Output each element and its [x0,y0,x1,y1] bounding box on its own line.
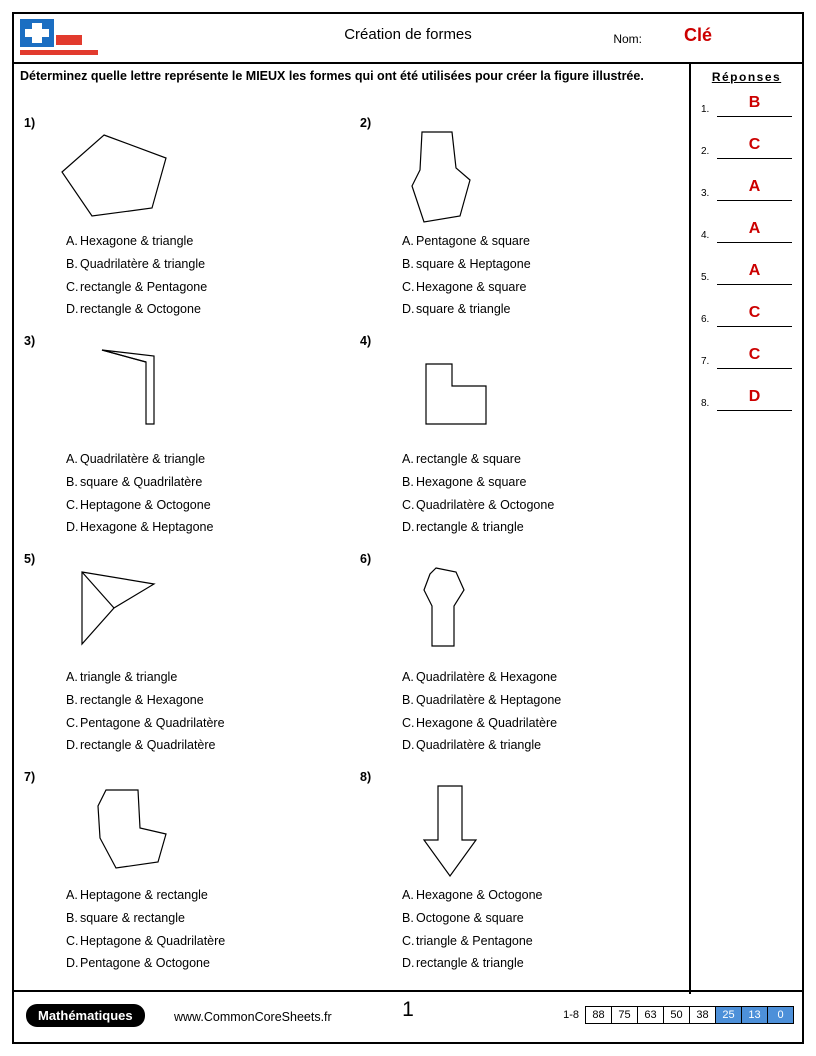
choice-letter: C. [402,279,415,294]
choice-text: square & Heptagone [416,256,531,271]
answer-number: 4. [701,230,710,241]
page-title: Création de formes [344,26,472,43]
choice-letter: A. [66,670,78,684]
page-footer [14,990,802,1042]
choice-letter: B. [402,256,414,271]
choice-text: Quadrilatère & triangle [80,256,206,271]
choice-text: Heptagone & Octogone [80,497,211,512]
scale-range-label: 1-8 [563,1009,579,1021]
question-number: 4) [360,334,372,348]
answer-line [717,116,792,117]
question-5 [24,552,354,757]
answer-row [701,126,792,168]
choice-letter: C. [402,933,415,948]
choice-c[interactable] [66,276,354,299]
scale-cell: 75 [611,1006,637,1024]
choice-letter: B. [66,692,78,707]
answer-value: C [748,136,761,153]
answer-value: A [748,178,761,195]
choice-text: Heptagone & Quadrilatère [80,933,226,948]
choice-text: rectangle & square [416,452,521,466]
choice-letter: B. [402,692,414,707]
question-number: 7) [24,770,36,784]
answer-line [717,200,792,201]
choice-letter: A. [66,452,78,466]
question-6 [360,552,690,757]
choice-d[interactable] [402,298,690,321]
scale-cell: 25 [715,1006,741,1024]
choice-letter: C. [402,715,415,730]
choices-7 [66,884,354,975]
choice-text: Pentagone & Quadrilatère [80,715,225,730]
choice-text: Hexagone & square [416,279,527,294]
questions-area [14,112,690,992]
answer-row [701,84,792,126]
shape-figure-4 [390,348,690,448]
answer-value: A [748,220,761,237]
question-number: 6) [360,552,372,566]
choice-d[interactable] [66,516,354,539]
choice-b[interactable] [402,471,690,494]
choice-text: Pentagone & square [416,234,530,248]
choice-letter: D. [66,520,79,535]
question-number: 2) [360,116,372,130]
shape-figure-1 [54,130,354,230]
choice-letter: B. [402,474,414,489]
choice-letter: D. [402,956,415,971]
scale-cell: 13 [741,1006,767,1024]
question-number: 5) [24,552,36,566]
choice-letter: B. [66,256,78,271]
name-label: Nom: [613,32,642,46]
choice-b[interactable] [66,471,354,494]
answer-number: 6. [701,314,710,325]
shape-figure-7 [54,784,354,884]
choice-letter: C. [66,279,79,294]
choice-text: square & Quadrilatère [80,474,203,489]
site-url: www.CommonCoreSheets.fr [174,1010,332,1024]
choice-letter: B. [66,910,78,925]
answer-number: 3. [701,188,710,199]
choice-a[interactable] [402,884,690,907]
answer-row [701,252,792,294]
choice-a[interactable] [402,666,690,689]
answer-value: B [748,94,761,111]
choice-a[interactable] [66,448,354,471]
choice-text: Quadrilatère & Hexagone [416,670,558,684]
choices-2 [402,230,690,321]
choice-letter: C. [402,497,415,512]
question-1 [24,116,354,321]
question-8 [360,770,690,975]
choice-b[interactable] [402,689,690,712]
choice-text: square & rectangle [80,910,185,925]
choice-c[interactable] [66,712,354,735]
choice-c[interactable] [402,276,690,299]
choice-text: rectangle & triangle [416,520,524,535]
choice-c[interactable] [402,712,690,735]
question-number: 8) [360,770,372,784]
shape-figure-8 [390,784,690,884]
question-7 [24,770,354,975]
choice-b[interactable] [66,253,354,276]
answer-line [717,410,792,411]
answer-value: C [748,346,761,363]
answers-panel [689,64,802,994]
choice-c[interactable] [402,494,690,517]
choice-letter: A. [402,670,414,684]
choice-letter: D. [402,738,415,753]
choice-letter: B. [402,910,414,925]
choice-a[interactable] [66,884,354,907]
choice-letter: C. [66,497,79,512]
scale-cell: 38 [689,1006,715,1024]
shape-figure-3 [54,348,354,448]
choice-b[interactable] [402,907,690,930]
name-value: Clé [683,25,712,45]
answers-heading: Réponses [711,70,782,84]
choice-a[interactable] [66,230,354,253]
scale-cell: 88 [585,1006,611,1024]
answer-row [701,168,792,210]
choice-text: Quadrilatère & triangle [416,738,542,753]
question-3 [24,334,354,539]
choice-letter: A. [402,452,414,466]
choice-letter: D. [66,302,79,317]
answer-line [717,326,792,327]
scale-cell: 50 [663,1006,689,1024]
choice-text: Pentagone & Octogone [80,956,210,971]
choice-text: Quadrilatère & triangle [80,452,206,466]
choice-text: rectangle & Quadrilatère [80,738,216,753]
choice-d[interactable] [66,734,354,757]
scale-cell: 63 [637,1006,663,1024]
choices-1 [66,230,354,321]
choice-d[interactable] [66,952,354,975]
choice-text: rectangle & Pentagone [80,279,208,294]
choices-6 [402,666,690,757]
choice-text: triangle & triangle [80,670,178,684]
choice-letter: D. [402,302,415,317]
choice-text: Heptagone & rectangle [80,888,208,902]
shape-figure-5 [54,566,354,666]
choice-text: Hexagone & triangle [80,234,194,248]
choice-text: Quadrilatère & Heptagone [416,692,562,707]
choice-text: rectangle & Hexagone [80,692,204,707]
choice-a[interactable] [402,230,690,253]
answer-number: 8. [701,398,710,409]
choice-text: Hexagone & square [416,474,527,489]
choice-text: Octogone & square [416,910,524,925]
choice-letter: A. [402,888,414,902]
choice-letter: A. [402,234,414,248]
answer-number: 2. [701,146,710,157]
choice-b[interactable] [402,253,690,276]
choice-a[interactable] [66,666,354,689]
answer-value: D [748,388,761,405]
choice-d[interactable] [66,298,354,321]
choice-text: rectangle & Octogone [80,302,201,317]
question-number: 1) [24,116,36,130]
choice-text: rectangle & triangle [416,956,524,971]
answer-row [701,378,792,420]
choice-letter: D. [402,520,415,535]
page-header [14,14,802,64]
choice-d[interactable] [402,952,690,975]
shape-figure-6 [390,566,690,666]
choice-text: Hexagone & Quadrilatère [416,715,558,730]
choices-8 [402,884,690,975]
choice-letter: D. [66,956,79,971]
subject-badge: Mathématiques [26,1004,145,1027]
choice-a[interactable] [402,448,690,471]
grading-scale [563,1006,794,1024]
page-number: 1 [402,998,414,1021]
choice-c[interactable] [66,494,354,517]
question-number: 3) [24,334,36,348]
shape-figure-2 [390,130,690,230]
choice-c[interactable] [66,930,354,953]
answer-number: 5. [701,272,710,283]
scale-cell: 0 [767,1006,794,1024]
choice-letter: A. [66,888,78,902]
answer-row [701,294,792,336]
choice-text: Hexagone & Heptagone [80,520,214,535]
choice-letter: A. [66,234,78,248]
choice-letter: C. [66,933,79,948]
choice-text: triangle & Pentagone [416,933,533,948]
choices-5 [66,666,354,757]
answer-number: 1. [701,104,710,115]
answer-line [717,158,792,159]
worksheet-page [12,12,804,1044]
instructions-text: Déterminez quelle lettre représente le MIEUX les formes qui ont été utilisées pour créer la figure illustrée. [20,69,644,83]
choice-text: Hexagone & Octogone [416,888,543,902]
choice-letter: C. [66,715,79,730]
answer-value: A [748,262,761,279]
answer-row [701,336,792,378]
choice-letter: B. [66,474,78,489]
choices-3 [66,448,354,539]
choice-text: Quadrilatère & Octogone [416,497,555,512]
question-2 [360,116,690,321]
answer-number: 7. [701,356,710,367]
choice-c[interactable] [402,930,690,953]
answer-value: C [748,304,761,321]
choice-d[interactable] [402,734,690,757]
choice-b[interactable] [66,907,354,930]
choices-4 [402,448,690,539]
answer-line [717,368,792,369]
choice-d[interactable] [402,516,690,539]
choice-b[interactable] [66,689,354,712]
choice-letter: D. [66,738,79,753]
choice-text: square & triangle [416,302,511,317]
answer-row [701,210,792,252]
answer-line [717,242,792,243]
question-4 [360,334,690,539]
answer-line [717,284,792,285]
